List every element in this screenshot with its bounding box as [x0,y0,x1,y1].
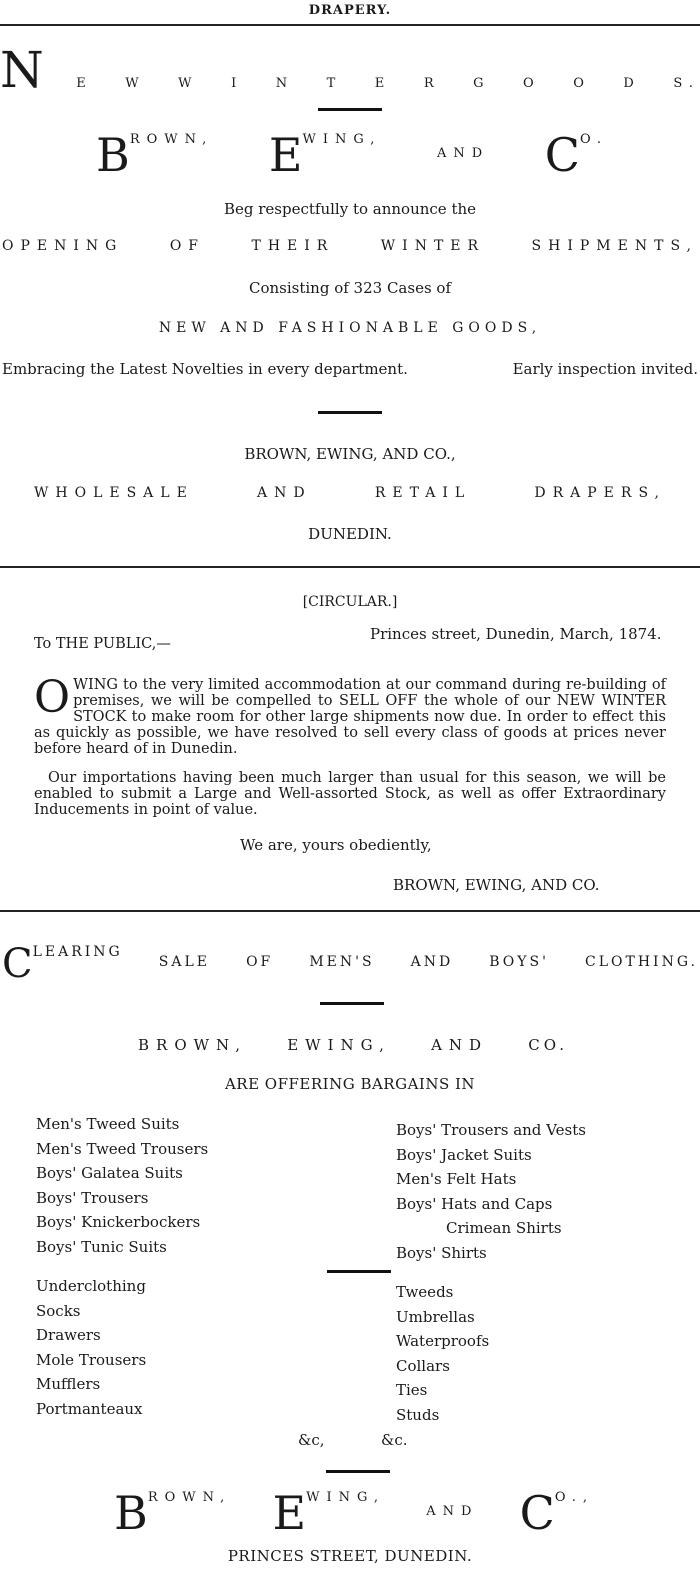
list-item: Collars [396,1356,450,1375]
list-item: Men's Felt Hats [396,1170,517,1188]
bargain-list-left-2 [36,1274,146,1421]
ad1-headline-letter: G [473,76,491,91]
ad2-headline-word: AND [410,954,454,970]
ad1-signoff-firm: BROWN, EWING, AND CO., [244,445,456,463]
trade-word: WHOLESALE [34,485,194,501]
opening-word: SHIPMENTS, [531,238,698,254]
firm-initial: B [114,1486,148,1540]
section-heading: DRAPERY. [308,3,392,18]
fashionable-goods-line: NEW AND FASHIONABLE GOODS, [158,320,542,336]
ad-separator-rule [0,566,700,568]
ad2-headline-word: BOYS' [489,954,549,970]
firm-initial: E [268,128,303,182]
opening-word: OF [169,238,206,254]
ad1-firm-name [96,128,608,182]
ad1-headline-letter: O [573,76,591,91]
divider-rule [327,1270,391,1273]
ad-separator-rule [0,910,700,912]
ad2-headline-initial: C [2,941,33,987]
ad1-headline-letter: E [76,76,93,91]
ad2-headline-word: OF [246,954,274,970]
ad1-headline-letter: I [231,76,244,91]
etc-mark-1: &c, [298,1431,325,1449]
ad1-headline-letter: S. [673,76,700,91]
circular-salutation [34,636,171,652]
ad1-headline-initial: N [0,41,44,99]
ad2-headline-word: SALE [158,954,211,970]
list-item: Tweeds [396,1283,454,1301]
trade-word: AND [257,485,312,501]
ad1-headline-letter: W [178,76,199,91]
bargain-list-right-1 [396,1118,586,1265]
list-item: Drawers [36,1326,101,1344]
list-item: Studs [396,1405,440,1424]
circular-closing: We are, yours obediently, [240,836,432,854]
ad2-firm-line [138,1036,568,1054]
embracing-line [2,360,698,378]
firm-word: CO. [528,1036,568,1054]
firm-word: WING, [306,1490,386,1505]
ad2-headline-word: LEARING [32,944,123,960]
ad1-headline-letter: O [523,76,541,91]
embracing-text: Embracing the Latest Novelties in every department. [2,360,408,378]
firm-word: AND [431,1036,489,1054]
list-item: Mufflers [36,1375,101,1393]
list-item: Crimean Shirts [446,1219,562,1237]
list-item: Mole Trousers [36,1350,147,1369]
address-line: PRINCES STREET, DUNEDIN. [227,1547,473,1565]
list-item: Ties [396,1381,428,1399]
salutation-to: To [34,636,52,652]
ad1-headline-letter: N [275,76,295,91]
ad1-headline-letter: R [423,76,441,91]
divider-rule [318,411,382,414]
circular-dateline: Princes street, Dunedin, March, 1874. [370,625,662,643]
circular-paragraph-1 [34,672,666,757]
list-item: Men's Tweed Trousers [36,1139,209,1158]
list-item: Portmanteaux [36,1399,143,1418]
list-item: Boys' Knickerbockers [36,1213,201,1231]
circular-signature: BROWN, EWING, AND CO. [393,876,600,894]
circular-para1-text: WING to the very limited accommodation at our command during re-building of premises, we will be compelled to SELL OFF the whole of our NEW WINTER STOCK to make room for other large shipments now due. In order to effect this as quickly as possible, we have resolved to sell every class of goods at prices never before heard of in Dunedin. [34,677,666,757]
opening-word: OPENING [2,238,124,254]
firm-word: O. [579,132,608,147]
consisting-line: Consisting of 323 Cases of [248,279,451,297]
list-item: Umbrellas [396,1307,475,1326]
circular-dropcap: O [34,672,71,723]
bargain-list-right-2 [396,1280,489,1427]
ad2-headline-word: MEN'S [309,954,375,970]
opening-word: THEIR [251,238,335,254]
list-item: Waterproofs [396,1332,490,1350]
list-item: Boys' Trousers and Vests [396,1121,586,1139]
ad1-headline-letter: D [623,76,641,91]
town-line: DUNEDIN. [308,525,392,543]
trade-word: DRAPERS, [534,485,666,501]
announce-line: Beg respectfully to announce the [223,200,477,218]
circular-paragraph-2: Our importations having been much larger than usual for this season, we will be enabled to submit a Large and Well-assorted Stock, as well as offer Extraordinary Inducements in point of value. [34,770,666,818]
opening-line [2,238,698,254]
firm-word: AND [436,146,490,161]
list-item: Boys' Tunic Suits [36,1237,167,1256]
ad1-headline-letter: W [125,76,146,91]
list-item: Boys' Shirts [396,1243,487,1262]
ad1-headline-letter: T [326,76,343,91]
divider-rule [326,1470,390,1473]
ad2-headline [2,941,698,987]
list-item: Boys' Trousers [36,1188,149,1207]
list-item: Boys' Hats and Caps [396,1194,553,1213]
list-item: Boys' Jacket Suits [396,1145,532,1164]
list-item: Boys' Galatea Suits [36,1164,183,1182]
circular-heading: [CIRCULAR.] [302,594,398,610]
firm-initial: C [544,128,580,182]
ad2-headline-word: CLOTHING. [585,954,698,970]
divider-rule [318,108,382,111]
firm-word: ROWN, [147,1490,232,1505]
ad1-headline-letter: E [374,76,392,91]
inspection-text: Early inspection invited. [512,360,698,378]
firm-word: EWING, [287,1036,391,1054]
ad1-headline [0,41,700,99]
firm-word: AND [426,1504,479,1519]
divider-rule [320,1002,384,1005]
ad2-firm-name [114,1486,594,1540]
section-rule [0,24,700,26]
trade-line [34,485,666,501]
list-item: Underclothing [36,1277,146,1295]
bargain-list-left-1 [36,1112,208,1259]
list-item: Men's Tweed Suits [36,1115,180,1133]
salutation-recipient: THE PUBLIC,— [55,636,171,652]
trade-word: RETAIL [374,485,472,501]
firm-word: BROWN, [138,1036,247,1054]
etc-mark-2: &c. [381,1431,408,1449]
firm-initial: C [519,1486,555,1540]
offering-line: ARE OFFERING BARGAINS IN [224,1075,476,1093]
firm-word: WING, [302,132,382,147]
firm-word: O., [554,1490,594,1505]
firm-word: ROWN, [129,132,214,147]
firm-initial: E [272,1486,307,1540]
firm-initial: B [96,128,130,182]
opening-word: WINTER [380,238,486,254]
list-item: Socks [36,1301,81,1320]
